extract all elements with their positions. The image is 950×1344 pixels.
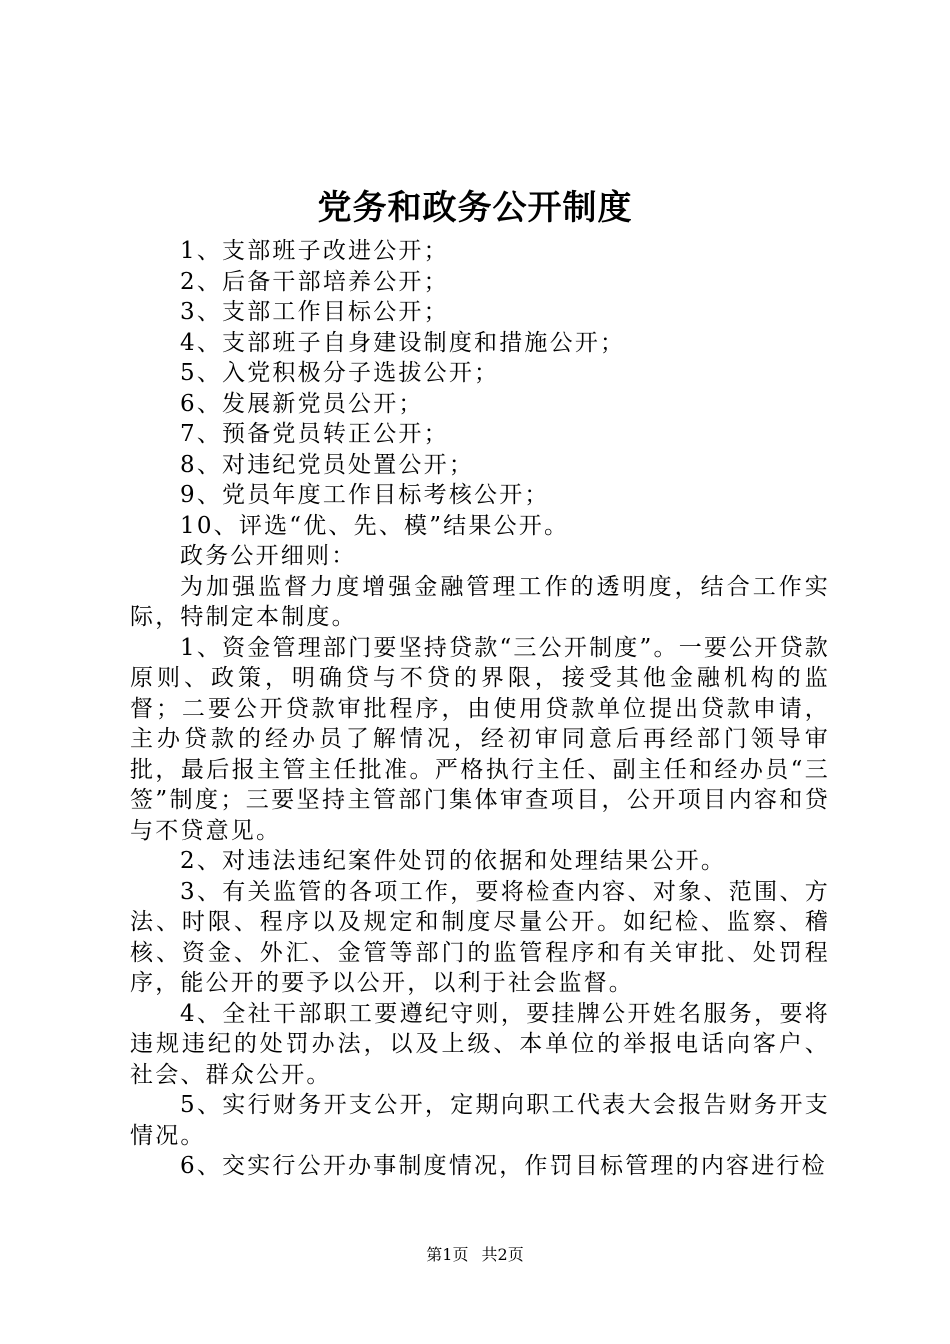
paragraph: 5、实行财务开支公开，定期向职工代表大会报告财务开支情况。 <box>130 1092 830 1149</box>
paragraph: 7、预备党员转正公开； <box>180 421 449 447</box>
paragraph: 2、后备干部培养公开； <box>180 268 449 295</box>
paragraph: 4、支部班子自身建设制度和措施公开； <box>180 329 626 356</box>
paragraph: 6、发展新党员公开； <box>180 390 424 417</box>
page-footer <box>0 1244 950 1266</box>
paragraph: 4、全社干部职工要遵纪守则，要挂牌公开姓名服务，要将违规违纪的处罚办法，以及上级、本单位的举报电话向客户、社会、群众公开。 <box>130 1000 830 1088</box>
paragraph: 9、党员年度工作目标考核公开； <box>180 482 550 508</box>
paragraph: 1、支部班子改进公开； <box>180 238 449 264</box>
paragraph: 10、评选“优、先、模”结果公开。 <box>180 512 570 539</box>
page-total: 共2页 <box>481 1245 524 1264</box>
paragraph: 5、入党积极分子选拔公开； <box>180 360 500 386</box>
section-heading: 政务公开细则： <box>180 543 357 569</box>
paragraph: 为加强监督力度增强金融管理工作的透明度，结合工作实际，特制定本制度。 <box>130 573 830 630</box>
paragraph: 3、有关监管的各项工作，要将检查内容、对象、范围、方法、时限、程序以及规定和制度尽量公开。如纪检、监察、稽核、资金、外汇、金管等部门的监管程序和有关审批、处罚程序，能公开的要予以公开，以利于社会监督。 <box>130 878 830 996</box>
document-body <box>130 236 830 1182</box>
paragraph: 3、支部工作目标公开； <box>180 299 449 325</box>
document-title: 党务和政务公开制度 <box>317 188 633 228</box>
paragraph: 1、资金管理部门要坚持贷款“三公开制度”。一要公开贷款原则、政策，明确贷与不贷的界限，接受其他金融机构的监督；二要公开贷款审批程序，由使用贷款单位提出贷款申请，主办贷款的经办员了解情况，经初审同意后再经部门领导审批，最后报主管主任批准。严格执行主任、副主任和经办员“三签”制度；三要坚持主管部门集体审查项目，公开项目内容和贷与不贷意见。 <box>130 634 830 844</box>
paragraph: 8、对违纪党员处置公开； <box>180 451 475 478</box>
paragraph: 6、交实行公开办事制度情况，作罚目标管理的内容进行检 <box>180 1153 827 1179</box>
paragraph: 2、对违法违纪案件处罚的依据和处理结果公开。 <box>180 848 727 874</box>
page-number: 第1页 <box>426 1245 469 1264</box>
